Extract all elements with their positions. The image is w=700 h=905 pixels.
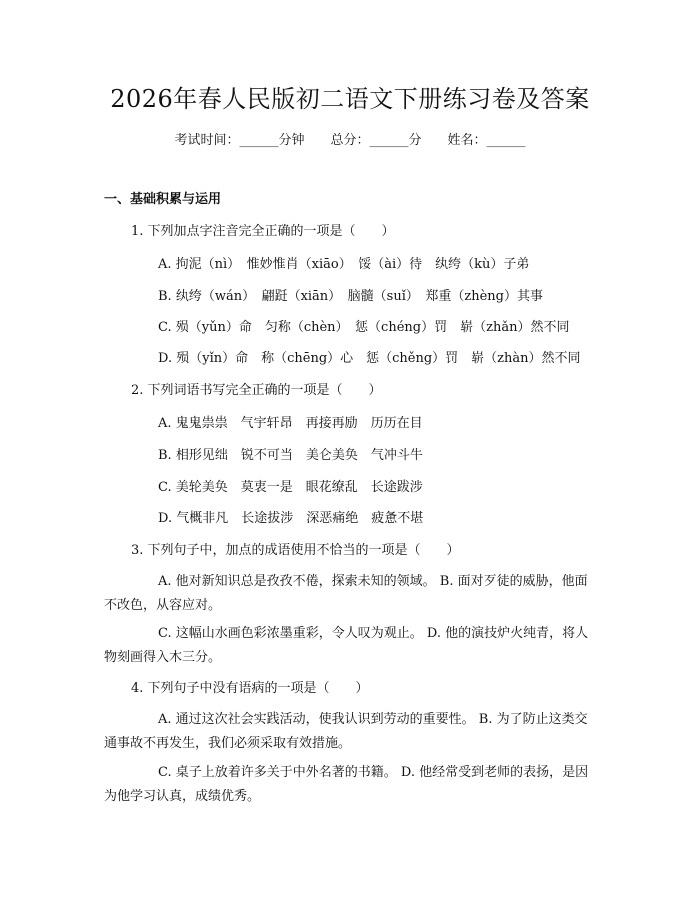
question-3-options-ab: A. 他对新知识总是孜孜不倦，探索未知的领域。 B. 面对歹徒的威胁，他面不改色，从容应对。: [104, 574, 588, 613]
question-3-stem: 3. 下列句子中，加点的成语使用不恰当的一项是（ ）: [131, 543, 460, 558]
question-1-option-d: D. 殒（yǐn）命 称（chēng）心 惩（chěng）罚 崭（zhàn）然不同: [158, 351, 581, 366]
name-field: 姓名：______: [447, 133, 526, 148]
question-1-stem: 1. 下列加点字注音完全正确的一项是（ ）: [131, 224, 395, 239]
exam-meta-line: [0, 132, 700, 150]
question-2-stem: 2. 下列词语书写完全正确的一项是（ ）: [131, 383, 382, 398]
document-title: 2026年春人民版初二语文下册练习卷及答案: [110, 85, 590, 113]
question-2-option-a: A. 鬼鬼祟祟 气宇轩昂 再接再励 历历在目: [158, 416, 423, 431]
question-4-options-cd: C. 桌子上放着许多关于中外名著的书籍。 D. 他经常受到老师的表扬，是因为他学习认真，成绩优秀。: [104, 765, 589, 804]
question-1-option-c: C. 殒（yǔn）命 匀称（chèn） 惩（chéng）罚 崭（zhǎn）然不同: [158, 320, 570, 335]
section-heading: 一、基础积累与运用: [104, 192, 222, 207]
question-3-options-cd: C. 这幅山水画色彩浓墨重彩，令人叹为观止。 D. 他的演技炉火纯青，将人物刻画得入木三分。: [104, 626, 589, 665]
question-4-options-ab: A. 通过这次社会实践活动，使我认识到劳动的重要性。 B. 为了防止这类交通事故不再发生，我们必须采取有效措施。: [104, 712, 588, 751]
question-4-stem: 4. 下列句子中没有语病的一项是（ ）: [131, 681, 369, 696]
exam-time-field: 考试时间：______分钟: [174, 133, 305, 148]
question-1-option-a: A. 拘泥（nì） 惟妙惟肖（xiāo） 馁（ài）待 纨绔（kù）子弟: [158, 257, 530, 272]
question-2-option-b: B. 相形见绌 锐不可当 美仑美奂 气冲斗牛: [158, 448, 423, 463]
question-2-option-d: D. 气概非凡 长途拔涉 深恶痛绝 疲惫不堪: [158, 511, 424, 526]
question-1-option-b: B. 纨绔（wán） 翩跹（xiān） 脑髓（suǐ） 郑重（zhèng）其事: [158, 289, 543, 304]
total-score-field: 总分：______分: [330, 133, 422, 148]
question-2-option-c: C. 美轮美奂 莫衷一是 眼花缭乱 长途跋涉: [158, 480, 423, 495]
